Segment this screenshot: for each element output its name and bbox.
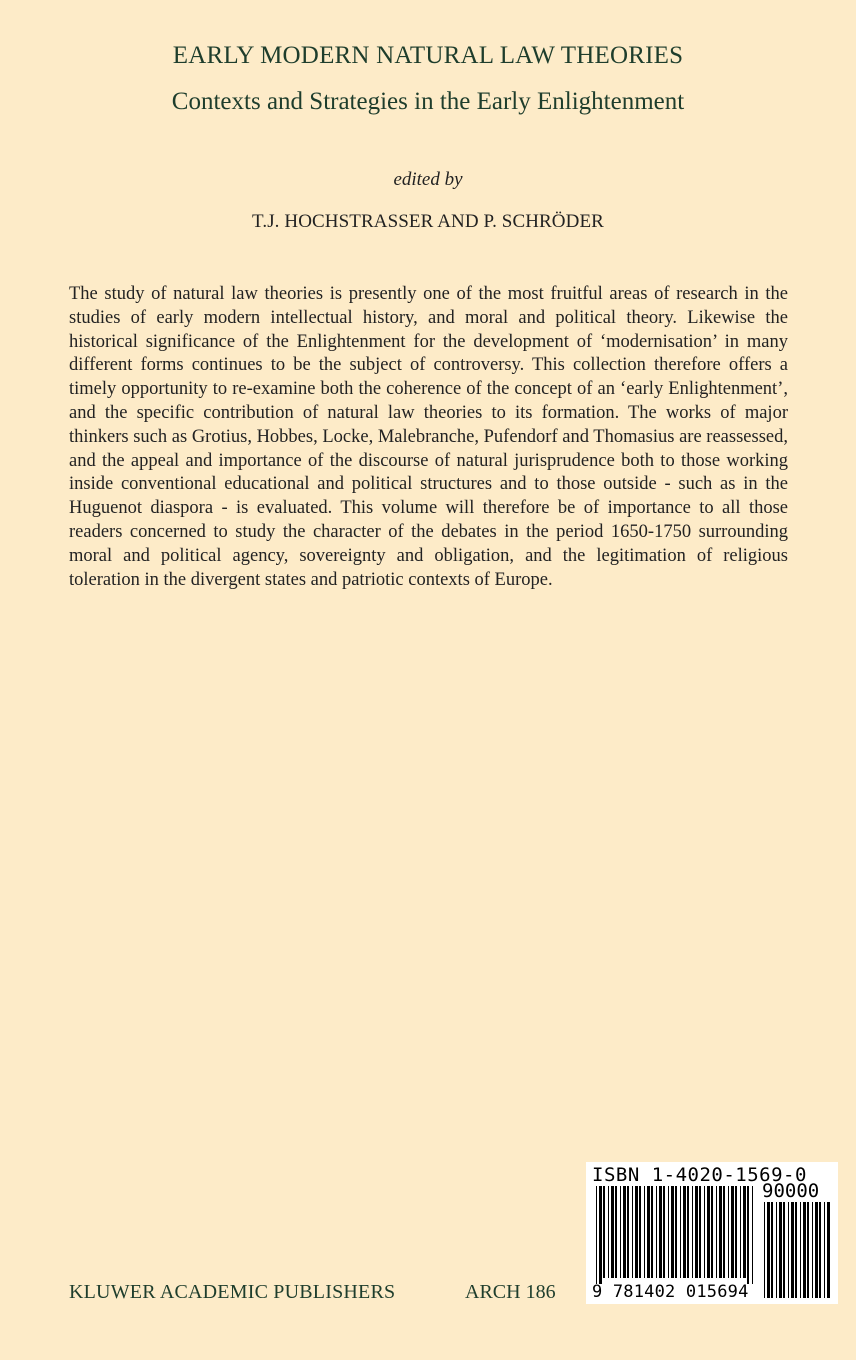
barcode-bar	[716, 1186, 717, 1278]
barcode-bar	[596, 1186, 597, 1284]
barcode-bar	[707, 1186, 710, 1278]
barcode-bar	[731, 1186, 734, 1278]
barcode-bar	[752, 1186, 753, 1284]
barcode-bar	[803, 1202, 806, 1298]
ean-number: 9 781402 015694	[592, 1282, 749, 1302]
barcode-bar	[611, 1186, 614, 1278]
barcode-bar	[719, 1186, 722, 1278]
editors-names: T.J. HOCHSTRASSER AND P. SCHRÖDER	[252, 211, 604, 232]
barcode-bar	[827, 1202, 830, 1298]
barcode-bar	[675, 1186, 677, 1278]
barcode-bar	[651, 1186, 653, 1278]
barcode-bar	[692, 1186, 693, 1278]
barcode-bar	[659, 1186, 662, 1278]
barcode-bar	[791, 1202, 794, 1298]
barcode-bar	[819, 1202, 821, 1298]
barcode-bar	[683, 1186, 686, 1278]
book-description: The study of natural law theories is presently one of the most fruitful areas of research in the studies of early modern intellectual history, and moral and political theory. Likewise the historical significance of the Enlightenment for the development of ‘modernisation’ in many different forms continues to be the subject of controversy. This collection therefore offers a timely opportunity to re-examine both the coherence of the concept of an ‘early Enlightenment’, and the specific contribution of natural law theories to its formation. The works of major thinkers such as Grotius, Hobbes, Locke, Malebranche, Pufendorf and Thomasius are reassessed, and the appeal and importance of the discourse of natural jurisprudence both to those working inside conventional educational and political structures and to those outside - such as in the Huguenot diaspora - is evaluated. This volume will therefore be of importance to all those readers concerned to study the character of the debates in the period 1650-1750 surrounding moral and political agency, sovereignty and obligation, and the legitimation of religious toleration in the divergent states and patriotic contexts of Europe.	[69, 284, 788, 590]
publisher-name: KLUWER ACADEMIC PUBLISHERS	[69, 1281, 396, 1303]
barcode-bar	[711, 1186, 713, 1278]
barcode-bar	[767, 1202, 770, 1298]
barcode-bar	[603, 1186, 605, 1278]
barcode-bar	[779, 1202, 782, 1298]
barcode-bar	[771, 1202, 773, 1298]
barcode-bar	[795, 1202, 797, 1298]
barcode-bar	[680, 1186, 681, 1278]
barcode-bar	[735, 1186, 737, 1278]
isbn-text: ISBN 1-4020-1569-0	[592, 1164, 807, 1186]
barcode-bar	[663, 1186, 665, 1278]
barcode-bar	[627, 1186, 629, 1278]
barcode-bar	[639, 1186, 641, 1278]
barcode-bar	[608, 1186, 609, 1278]
book-subtitle: Contexts and Strategies in the Early Enlightenment	[171, 88, 685, 115]
barcode-bar	[647, 1186, 650, 1278]
series-number: ARCH 186	[465, 1281, 556, 1303]
barcode-bar	[615, 1186, 617, 1278]
barcode-bar	[788, 1202, 789, 1298]
barcode-bar	[668, 1186, 669, 1278]
barcode-bar	[699, 1186, 701, 1278]
barcode-bar	[623, 1186, 626, 1278]
barcode-bar	[632, 1186, 633, 1278]
barcode-bar	[656, 1186, 657, 1278]
barcode-bar	[599, 1186, 602, 1284]
barcode-bar	[671, 1186, 674, 1278]
isbn-barcode	[586, 1162, 838, 1304]
edited-by-label: edited by	[393, 169, 463, 190]
barcode-bar	[644, 1186, 645, 1278]
book-title: EARLY MODERN NATURAL LAW THEORIES	[172, 42, 684, 69]
barcode-bar	[687, 1186, 689, 1278]
price-code: 90000	[762, 1180, 820, 1202]
barcode-bar	[743, 1186, 746, 1278]
barcode-bar	[800, 1202, 801, 1298]
barcode-bar	[723, 1186, 725, 1278]
barcode-bar	[807, 1202, 809, 1298]
barcode-bar	[740, 1186, 741, 1278]
barcode-bar	[747, 1186, 749, 1284]
barcode-bar	[704, 1186, 705, 1278]
barcode-bar	[815, 1202, 818, 1298]
barcode-bar	[635, 1186, 638, 1278]
barcode-bar	[620, 1186, 621, 1278]
barcode-bar	[695, 1186, 698, 1278]
barcode-bar	[728, 1186, 729, 1278]
barcode-bar	[824, 1202, 825, 1298]
barcode-bar	[812, 1202, 813, 1298]
barcode-bar	[783, 1202, 785, 1298]
barcode-bar	[764, 1202, 765, 1298]
barcode-bar	[776, 1202, 777, 1298]
